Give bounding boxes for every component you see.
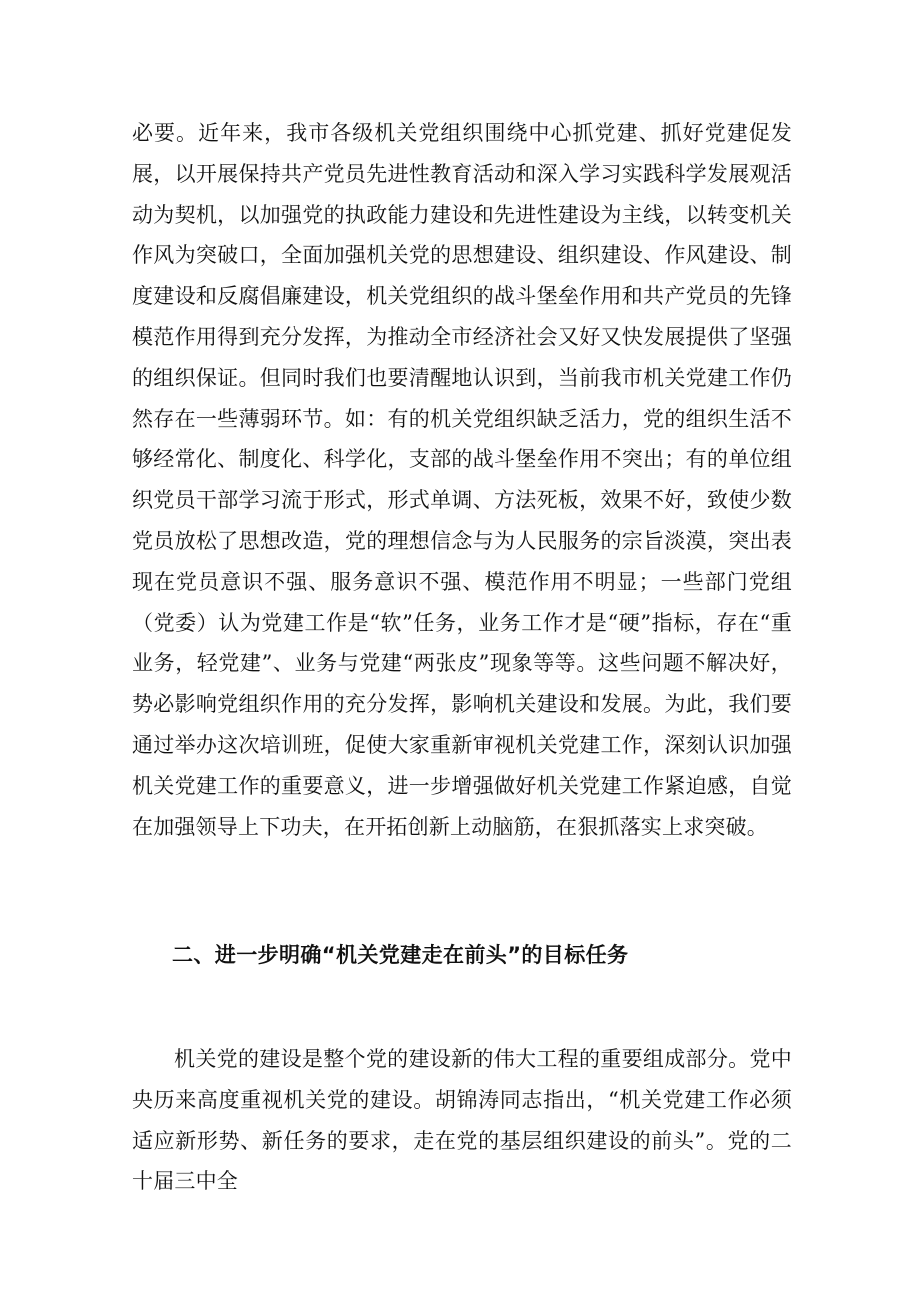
body-paragraph: 机关党的建设是整个党的建设新的伟大工程的重要组成部分。党中央历来高度重视机关党的建设。胡锦涛同志指出，“机关党建工作必须适应新形势、新任务的要求，走在党的基层组织建设的前头”。党的二十届三中全 — [132, 1047, 792, 1194]
body-paragraph: 必要。近年来，我市各级机关党组织围绕中心抓党建、抓好党建促发展，以开展保持共产党员先进性教育活动和深入学习实践科学发展观活动为契机，以加强党的执政能力建设和先进性建设为主线，以转变机关作风为突破口，全面加强机关党的思想建设、组织建设、作风建设、制度建设和反腐倡廉建设，机关党组织的战斗堡垒作用和共产党员的先锋模范作用得到充分发挥，为推动全市经济社会又好又快发展提供了坚强的组织保证。但同时我们也要清醒地认识到，当前我市机关党建工作仍然存在一些薄弱环节。如：有的机关党组织缺乏活力，党的组织生活不够经常化、制度化、科学化，支部的战斗堡垒作用不突出；有的单位组织党员干部学习流于形式，形式单调、方法死板，效果不好，致使少数党员放松了思想改造，党的理想信念与为人民服务的宗旨淡漠，突出表现在党员意识不强、服务意识不强、模范作用不明显；一些部门党组（党委）认为党建工作是“软”任务，业务工作才是“硬”指标，存在“重业务，轻党建”、业务与党建“两张皮”现象等等。这些问题不解决好，势必影响党组织作用的充分发挥，影响机关建设和发展。为此，我们要通过举办这次培训班，促使大家重新审视机关党建工作，深刻认识加强机关党建工作的重要意义，进一步增强做好机关党建工作紧迫感，自觉在加强领导上下功夫，在开拓创新上动脑筋，在狠抓落实上求突破。 — [132, 121, 792, 839]
section-heading: 二、进一步明确“机关党建走在前头”的目标任务 — [172, 943, 629, 967]
